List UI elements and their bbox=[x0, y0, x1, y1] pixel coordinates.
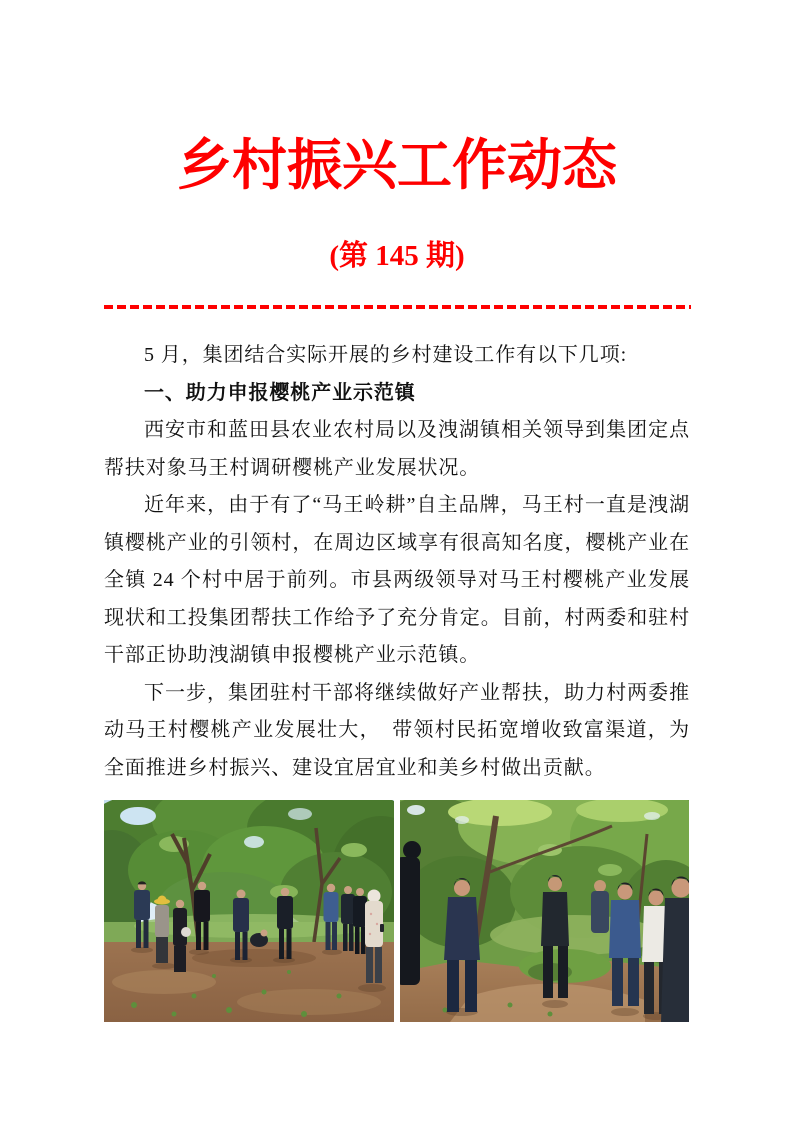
intro-paragraph: 5 月，集团结合实际开展的乡村建设工作有以下几项: bbox=[144, 344, 628, 366]
body-paragraph: 近年来，由于有了“马王岭耕”自主品牌，马王村一直是洩湖镇樱桃产业的引领村，在周边区域享有很高知名度，樱桃产业在全镇 24 个村中居于前列。市县两级领导对马王村樱桃产业发展现状和工投集团帮扶工作给予了充分肯定。目前，村两委和驻村干部正协助洩湖镇申报樱桃产业示范镇。 bbox=[104, 494, 690, 666]
section-heading: 一、助力申报樱桃产业示范镇 bbox=[144, 381, 416, 404]
photo-orchard-group bbox=[104, 800, 394, 1022]
divider-dashed-line bbox=[104, 305, 691, 309]
document-body bbox=[104, 337, 690, 787]
body-paragraph: 西安市和蓝田县农业农村局以及洩湖镇相关领导到集团定点帮扶对象马王村调研樱桃产业发展状况。 bbox=[104, 419, 690, 479]
issue-number: (第 145 期) bbox=[329, 240, 465, 272]
photo-orchard-leaders bbox=[400, 800, 689, 1022]
page-title: 乡村振兴工作动态 bbox=[176, 135, 617, 196]
photo-row bbox=[104, 800, 690, 1022]
body-paragraph: 下一步，集团驻村干部将继续做好产业帮扶，助力村两委推动马王村樱桃产业发展壮大， 带领村民拓宽增收致富渠道，为全面推进乡村振兴、建设宜居宜业和美乡村做出贡献。 bbox=[104, 681, 690, 779]
